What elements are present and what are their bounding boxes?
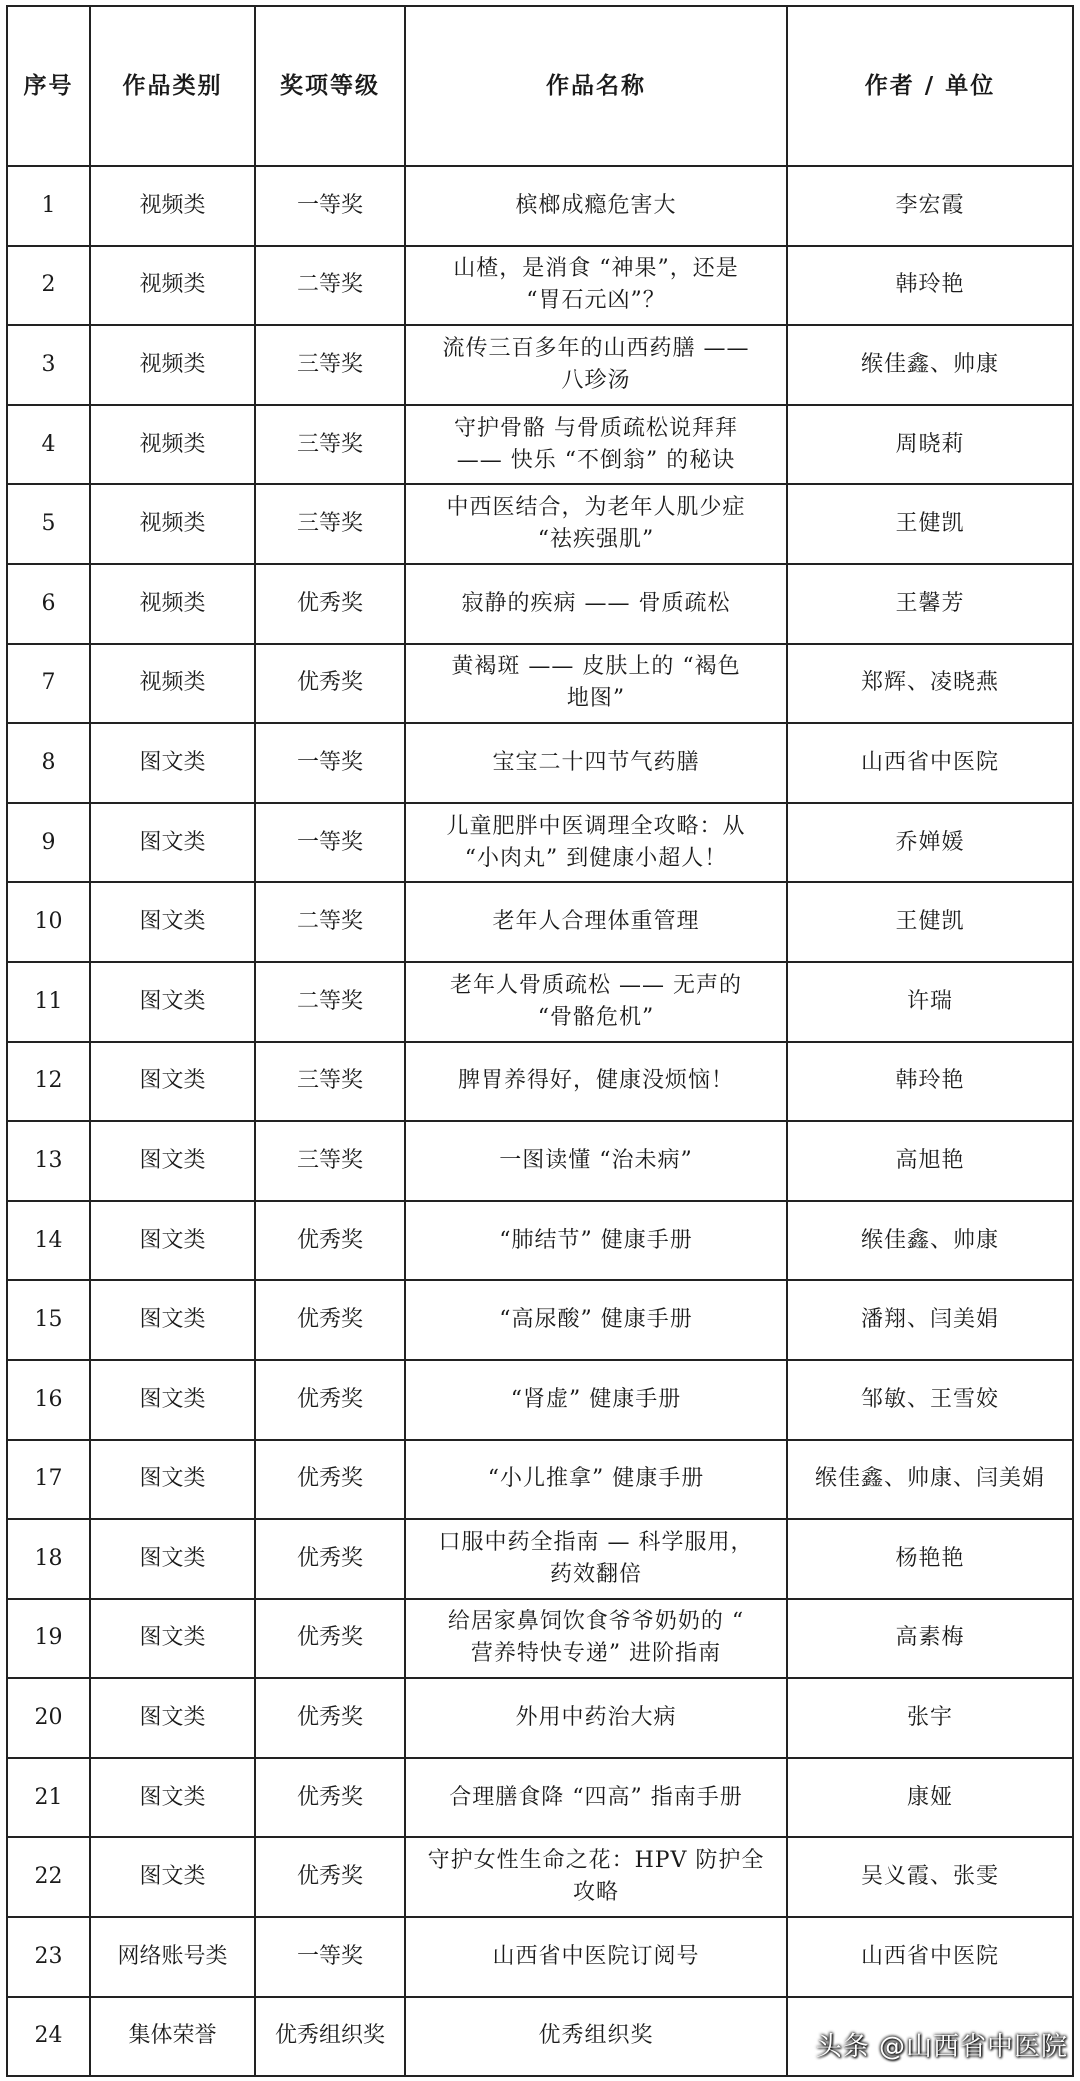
cell-author: 乔婵媛 bbox=[787, 803, 1073, 883]
cell-name-line: 山楂，是消食 “神果”，还是 bbox=[453, 256, 739, 282]
cell-author: 李宏霞 bbox=[787, 166, 1073, 246]
header-no: 序号 bbox=[7, 6, 90, 166]
header-level: 奖项等级 bbox=[255, 6, 405, 166]
cell-category: 集体荣誉 bbox=[90, 1997, 255, 2077]
cell-name bbox=[405, 1758, 787, 1838]
cell-name bbox=[405, 1997, 787, 2077]
cell-level: 一等奖 bbox=[255, 723, 405, 803]
cell-name-line: 中西医结合，为老年人肌少症 bbox=[446, 495, 746, 521]
cell-no: 14 bbox=[7, 1201, 90, 1281]
cell-category: 图文类 bbox=[90, 1280, 255, 1360]
cell-name bbox=[405, 1599, 787, 1679]
cell-name-line: “小肉丸” 到健康小超人！ bbox=[464, 845, 728, 871]
cell-name-line: 外用中药治大病 bbox=[515, 1705, 677, 1731]
cell-level: 优秀奖 bbox=[255, 1280, 405, 1360]
cell-name-line: 给居家鼻饲饮食爷爷奶奶的 “ bbox=[447, 1609, 745, 1635]
cell-level: 一等奖 bbox=[255, 166, 405, 246]
table-row bbox=[7, 1280, 1073, 1360]
cell-level: 一等奖 bbox=[255, 1917, 405, 1997]
cell-name bbox=[405, 1519, 787, 1599]
cell-author: 吴义霞、张雯 bbox=[787, 1837, 1073, 1917]
cell-author: 潘翔、闫美娟 bbox=[787, 1280, 1073, 1360]
cell-no: 5 bbox=[7, 484, 90, 564]
cell-no: 11 bbox=[7, 962, 90, 1042]
table-row bbox=[7, 246, 1073, 326]
watermark: 头条 @山西省中医院 bbox=[815, 2032, 1068, 2062]
cell-no: 9 bbox=[7, 803, 90, 883]
table-row bbox=[7, 1917, 1073, 1997]
cell-level: 优秀奖 bbox=[255, 644, 405, 724]
cell-name bbox=[405, 962, 787, 1042]
cell-level: 优秀组织奖 bbox=[255, 1997, 405, 2077]
table-row bbox=[7, 1758, 1073, 1838]
cell-name bbox=[405, 1678, 787, 1758]
table-row bbox=[7, 1440, 1073, 1520]
cell-level: 优秀奖 bbox=[255, 1837, 405, 1917]
cell-name-line: 宝宝二十四节气药膳 bbox=[492, 749, 700, 775]
cell-name-line: 营养特快专递” 进阶指南 bbox=[470, 1641, 722, 1667]
cell-category: 图文类 bbox=[90, 1042, 255, 1122]
cell-name bbox=[405, 246, 787, 326]
cell-category: 视频类 bbox=[90, 564, 255, 644]
cell-no: 8 bbox=[7, 723, 90, 803]
cell-no: 4 bbox=[7, 405, 90, 485]
cell-name bbox=[405, 882, 787, 962]
cell-level: 三等奖 bbox=[255, 1121, 405, 1201]
table-row bbox=[7, 325, 1073, 405]
cell-author: 王健凯 bbox=[787, 882, 1073, 962]
awards-table bbox=[6, 5, 1074, 2077]
cell-author: 杨艳艳 bbox=[787, 1519, 1073, 1599]
cell-category: 图文类 bbox=[90, 1758, 255, 1838]
cell-no: 2 bbox=[7, 246, 90, 326]
cell-name-line: 口服中药全指南 — 科学服用， bbox=[438, 1529, 754, 1555]
cell-author: 邹敏、王雪姣 bbox=[787, 1360, 1073, 1440]
cell-category: 图文类 bbox=[90, 1599, 255, 1679]
cell-no: 3 bbox=[7, 325, 90, 405]
cell-author: 王馨芳 bbox=[787, 564, 1073, 644]
cell-name-line: 老年人合理体重管理 bbox=[492, 909, 700, 935]
cell-category: 图文类 bbox=[90, 1360, 255, 1440]
cell-name-line: 合理膳食降 “四高” 指南手册 bbox=[449, 1784, 743, 1810]
cell-name-line: “肺结节” 健康手册 bbox=[499, 1227, 693, 1253]
cell-name-line: 守护女性生命之花：HPV 防护全 bbox=[427, 1848, 765, 1874]
cell-level: 二等奖 bbox=[255, 962, 405, 1042]
cell-no: 1 bbox=[7, 166, 90, 246]
cell-category: 图文类 bbox=[90, 1519, 255, 1599]
cell-name-line: “祛疾强肌” bbox=[537, 527, 655, 553]
cell-category: 视频类 bbox=[90, 484, 255, 564]
cell-name bbox=[405, 1280, 787, 1360]
cell-name-line: “高尿酸” 健康手册 bbox=[499, 1307, 693, 1333]
table-row bbox=[7, 882, 1073, 962]
cell-level: 优秀奖 bbox=[255, 1678, 405, 1758]
cell-level: 三等奖 bbox=[255, 1042, 405, 1122]
cell-name-line: 流传三百多年的山西药膳 —— bbox=[442, 335, 750, 361]
cell-no: 6 bbox=[7, 564, 90, 644]
cell-no: 13 bbox=[7, 1121, 90, 1201]
cell-category: 图文类 bbox=[90, 1121, 255, 1201]
cell-author: 周晓莉 bbox=[787, 405, 1073, 485]
cell-name bbox=[405, 1440, 787, 1520]
cell-name-line: 黄褐斑 —— 皮肤上的 “褐色 bbox=[451, 654, 741, 680]
cell-level: 一等奖 bbox=[255, 803, 405, 883]
cell-name bbox=[405, 1201, 787, 1281]
cell-name bbox=[405, 564, 787, 644]
cell-no: 18 bbox=[7, 1519, 90, 1599]
cell-name bbox=[405, 723, 787, 803]
table-row bbox=[7, 1599, 1073, 1679]
cell-name bbox=[405, 644, 787, 724]
cell-level: 优秀奖 bbox=[255, 1440, 405, 1520]
table-row bbox=[7, 1837, 1073, 1917]
cell-name-line: 药效翻倍 bbox=[549, 1561, 642, 1587]
cell-author: 康娅 bbox=[787, 1758, 1073, 1838]
cell-name-line: 攻略 bbox=[572, 1880, 619, 1906]
cell-no: 24 bbox=[7, 1997, 90, 2077]
header-name: 作品名称 bbox=[405, 6, 787, 166]
cell-level: 三等奖 bbox=[255, 405, 405, 485]
cell-category: 图文类 bbox=[90, 1837, 255, 1917]
table-row bbox=[7, 166, 1073, 246]
cell-author: 郑辉、凌晓燕 bbox=[787, 644, 1073, 724]
cell-no: 12 bbox=[7, 1042, 90, 1122]
cell-author: 山西省中医院 bbox=[787, 1917, 1073, 1997]
cell-name-line: 八珍汤 bbox=[561, 367, 631, 393]
cell-author: 张宇 bbox=[787, 1678, 1073, 1758]
cell-name bbox=[405, 325, 787, 405]
cell-category: 图文类 bbox=[90, 882, 255, 962]
cell-category: 视频类 bbox=[90, 644, 255, 724]
cell-name bbox=[405, 1360, 787, 1440]
cell-name-line: 优秀组织奖 bbox=[538, 2023, 654, 2049]
cell-level: 二等奖 bbox=[255, 246, 405, 326]
cell-category: 图文类 bbox=[90, 1440, 255, 1520]
table-body bbox=[7, 166, 1073, 2076]
cell-no: 16 bbox=[7, 1360, 90, 1440]
cell-author: 高素梅 bbox=[787, 1599, 1073, 1679]
cell-name-line: 一图读懂 “治未病” bbox=[499, 1147, 693, 1173]
cell-name-line: 地图” bbox=[566, 686, 626, 712]
cell-level: 优秀奖 bbox=[255, 1360, 405, 1440]
table-row bbox=[7, 644, 1073, 724]
cell-name bbox=[405, 405, 787, 485]
cell-no: 17 bbox=[7, 1440, 90, 1520]
header-category: 作品类别 bbox=[90, 6, 255, 166]
cell-no: 15 bbox=[7, 1280, 90, 1360]
cell-name bbox=[405, 803, 787, 883]
cell-name-line: “骨骼危机” bbox=[537, 1004, 655, 1030]
table-row bbox=[7, 1360, 1073, 1440]
cell-name-line: 山西省中医院订阅号 bbox=[492, 1943, 700, 1969]
cell-level: 三等奖 bbox=[255, 484, 405, 564]
cell-name-line: “胃石元凶”？ bbox=[526, 288, 666, 314]
cell-name bbox=[405, 166, 787, 246]
cell-name-line: 寂静的疾病 —— 骨质疏松 bbox=[461, 590, 731, 616]
cell-category: 图文类 bbox=[90, 1201, 255, 1281]
cell-level: 优秀奖 bbox=[255, 1599, 405, 1679]
cell-name-line: 槟榔成瘾危害大 bbox=[515, 192, 677, 218]
table-row bbox=[7, 1678, 1073, 1758]
cell-category: 视频类 bbox=[90, 166, 255, 246]
cell-level: 三等奖 bbox=[255, 325, 405, 405]
cell-author: 缑佳鑫、帅康 bbox=[787, 1201, 1073, 1281]
cell-no: 22 bbox=[7, 1837, 90, 1917]
cell-name bbox=[405, 1917, 787, 1997]
table-row bbox=[7, 1519, 1073, 1599]
cell-no: 21 bbox=[7, 1758, 90, 1838]
cell-category: 视频类 bbox=[90, 246, 255, 326]
cell-level: 优秀奖 bbox=[255, 1519, 405, 1599]
cell-level: 二等奖 bbox=[255, 882, 405, 962]
table-header bbox=[7, 6, 1073, 166]
cell-name-line: “肾虚” 健康手册 bbox=[510, 1386, 682, 1412]
cell-author: 山西省中医院 bbox=[787, 723, 1073, 803]
table-row bbox=[7, 1121, 1073, 1201]
cell-name-line: 守护骨骼 与骨质疏松说拜拜 bbox=[454, 415, 738, 441]
cell-name bbox=[405, 1042, 787, 1122]
table-row bbox=[7, 1042, 1073, 1122]
cell-author: 缑佳鑫、帅康 bbox=[787, 325, 1073, 405]
cell-name-line: 儿童肥胖中医调理全攻略：从 bbox=[446, 813, 746, 839]
cell-author: 韩玲艳 bbox=[787, 1042, 1073, 1122]
cell-name-line: 老年人骨质疏松 —— 无声的 bbox=[450, 972, 742, 998]
cell-name bbox=[405, 484, 787, 564]
cell-level: 优秀奖 bbox=[255, 1201, 405, 1281]
table-row bbox=[7, 1201, 1073, 1281]
cell-author: 韩玲艳 bbox=[787, 246, 1073, 326]
cell-category: 图文类 bbox=[90, 1678, 255, 1758]
cell-no: 7 bbox=[7, 644, 90, 724]
header-row bbox=[7, 6, 1073, 166]
cell-author: 缑佳鑫、帅康、闫美娟 bbox=[787, 1440, 1073, 1520]
cell-level: 优秀奖 bbox=[255, 1758, 405, 1838]
header-author: 作者 / 单位 bbox=[787, 6, 1073, 166]
table-row bbox=[7, 962, 1073, 1042]
cell-no: 23 bbox=[7, 1917, 90, 1997]
cell-author: 王健凯 bbox=[787, 484, 1073, 564]
table-row bbox=[7, 484, 1073, 564]
table-row bbox=[7, 723, 1073, 803]
cell-category: 图文类 bbox=[90, 723, 255, 803]
cell-name bbox=[405, 1837, 787, 1917]
cell-name-line: “小儿推拿” 健康手册 bbox=[487, 1466, 705, 1492]
cell-no: 10 bbox=[7, 882, 90, 962]
cell-category: 图文类 bbox=[90, 962, 255, 1042]
cell-no: 19 bbox=[7, 1599, 90, 1679]
cell-author: 许瑞 bbox=[787, 962, 1073, 1042]
cell-category: 网络账号类 bbox=[90, 1917, 255, 1997]
cell-category: 视频类 bbox=[90, 325, 255, 405]
cell-name-line: 脾胃养得好，健康没烦恼！ bbox=[457, 1068, 734, 1094]
cell-author: 高旭艳 bbox=[787, 1121, 1073, 1201]
table-row bbox=[7, 564, 1073, 644]
cell-category: 视频类 bbox=[90, 405, 255, 485]
cell-name bbox=[405, 1121, 787, 1201]
table-row bbox=[7, 405, 1073, 485]
cell-category: 图文类 bbox=[90, 803, 255, 883]
cell-level: 优秀奖 bbox=[255, 564, 405, 644]
cell-no: 20 bbox=[7, 1678, 90, 1758]
cell-name-line: —— 快乐 “不倒翁” 的秘诀 bbox=[456, 447, 736, 473]
table-row bbox=[7, 803, 1073, 883]
